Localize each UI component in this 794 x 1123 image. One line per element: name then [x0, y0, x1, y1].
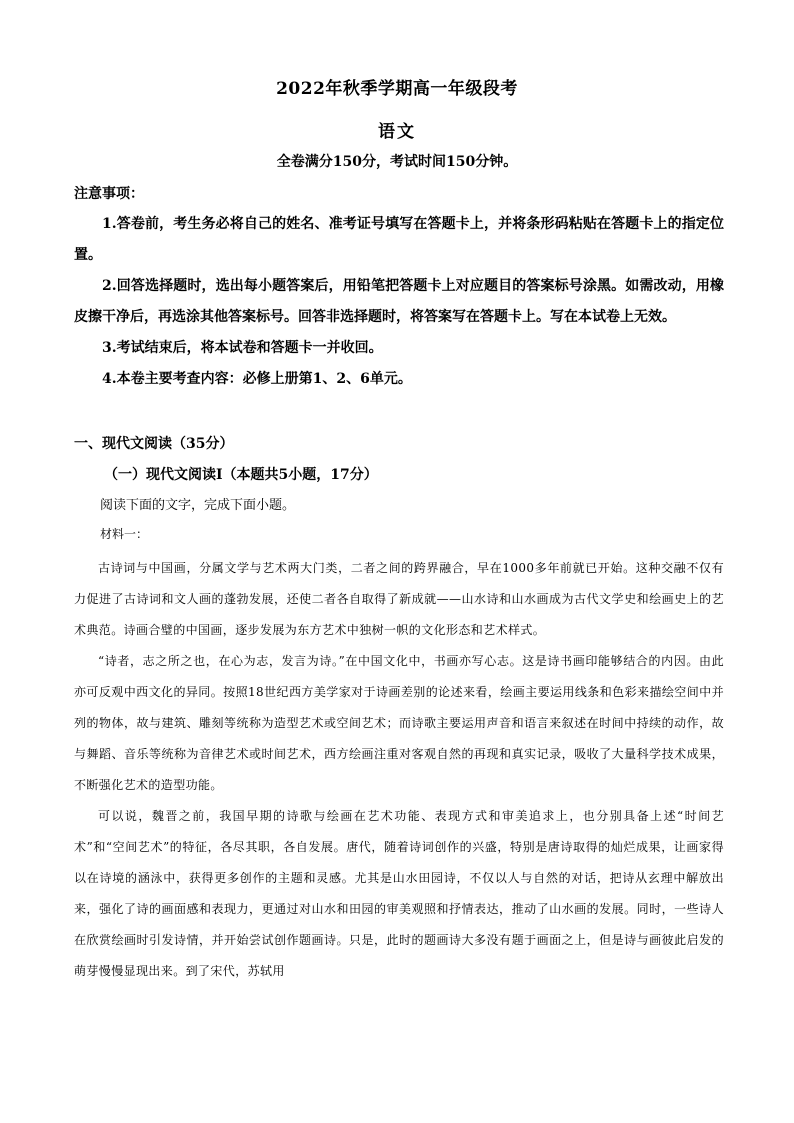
notice-heading: 注意事项： — [74, 186, 144, 202]
paragraph: 可以说，魏晋之前，我国早期的诗歌与绘画在艺术功能、表现方式和审美追求上，也分别具备上述“时间艺术”和“空间艺术”的特征，各尽其职，各自发展。唐代，随着诗词创作的兴盛，特别是唐诗取得的灿烂成果，让画家得以在诗境的涵泳中，获得更多创作的主题和灵感。尤其是山水田园诗，不仅以人与自然的对话，把诗从玄理中解放出来，强化了诗的画面感和表现力，更通过对山水和田园的审美观照和抒情表达，推动了山水画的发展。同时，一些诗人在欣赏绘画时引发诗情，并开始尝试创作题画诗。只是，此时的题画诗大多没有题于画面之上，但是诗与画彼此启发的萌芽慢慢显现出来。到了宋代，苏轼用 — [74, 809, 724, 978]
reading-instruction: 阅读下面的文字，完成下面小题。 — [100, 498, 296, 513]
notice-list — [74, 209, 724, 395]
material-body — [74, 553, 724, 987]
section-heading: 一、现代文阅读（35分） — [74, 436, 234, 452]
material-label: 材料一： — [100, 527, 149, 541]
notice-item: 2.回答选择题时，选出每小题答案后，用铅笔把答题卡上对应题目的答案标号涂黑。如需改动，用橡皮擦干净后，再选涂其他答案标号。回答非选择题时，将答案写在答题卡上。写在本试卷上无效。 — [74, 278, 724, 325]
exam-title: 2022年秋季学期高一年级段考 — [276, 79, 518, 99]
notice-item: 4.本卷主要考查内容：必修上册第1、2、6单元。 — [102, 371, 412, 387]
paragraph: 古诗词与中国画，分属文学与艺术两大门类，二者之间的跨界融合，早在1000多年前就已开始。这种交融不仅有力促进了古诗词和文人画的蓬勃发展，还使二者各自取得了新成就——山水诗和山水画成为古代文学史和绘画史上的艺术典范。诗画合璧的中国画，逐步发展为东方艺术中独树一帜的文化形态和艺术样式。 — [74, 561, 724, 637]
notice-item: 3.考试结束后，将本试卷和答题卡一并收回。 — [102, 340, 383, 356]
score-info: 全卷满分150分，考试时间150分钟。 — [276, 154, 518, 170]
subject-title: 语文 — [378, 122, 416, 142]
notice-item: 1.答卷前，考生务必将自己的姓名、准考证号填写在答题卡上，并将条形码粘贴在答题卡上的指定位置。 — [74, 216, 724, 263]
subsection-heading: （一）现代文阅读Ⅰ（本题共5小题，17分） — [104, 467, 378, 483]
paragraph: “诗者，志之所之也，在心为志，发言为诗。”在中国文化中，书画亦写心志。这是诗书画印能够结合的内因。由此亦可反观中西文化的异同。按照18世纪西方美学家对于诗画差别的论述来看，绘画主要运用线条和色彩来描绘空间中并列的物体，故与建筑、雕刻等统称为造型艺术或空间艺术；而诗歌主要运用声音和语言来叙述在时间中持续的动作，故与舞蹈、音乐等统称为音律艺术或时间艺术，西方绘画注重对客观自然的再现和真实记录，吸收了大量科学技术成果，不断强化艺术的造型功能。 — [74, 654, 724, 792]
